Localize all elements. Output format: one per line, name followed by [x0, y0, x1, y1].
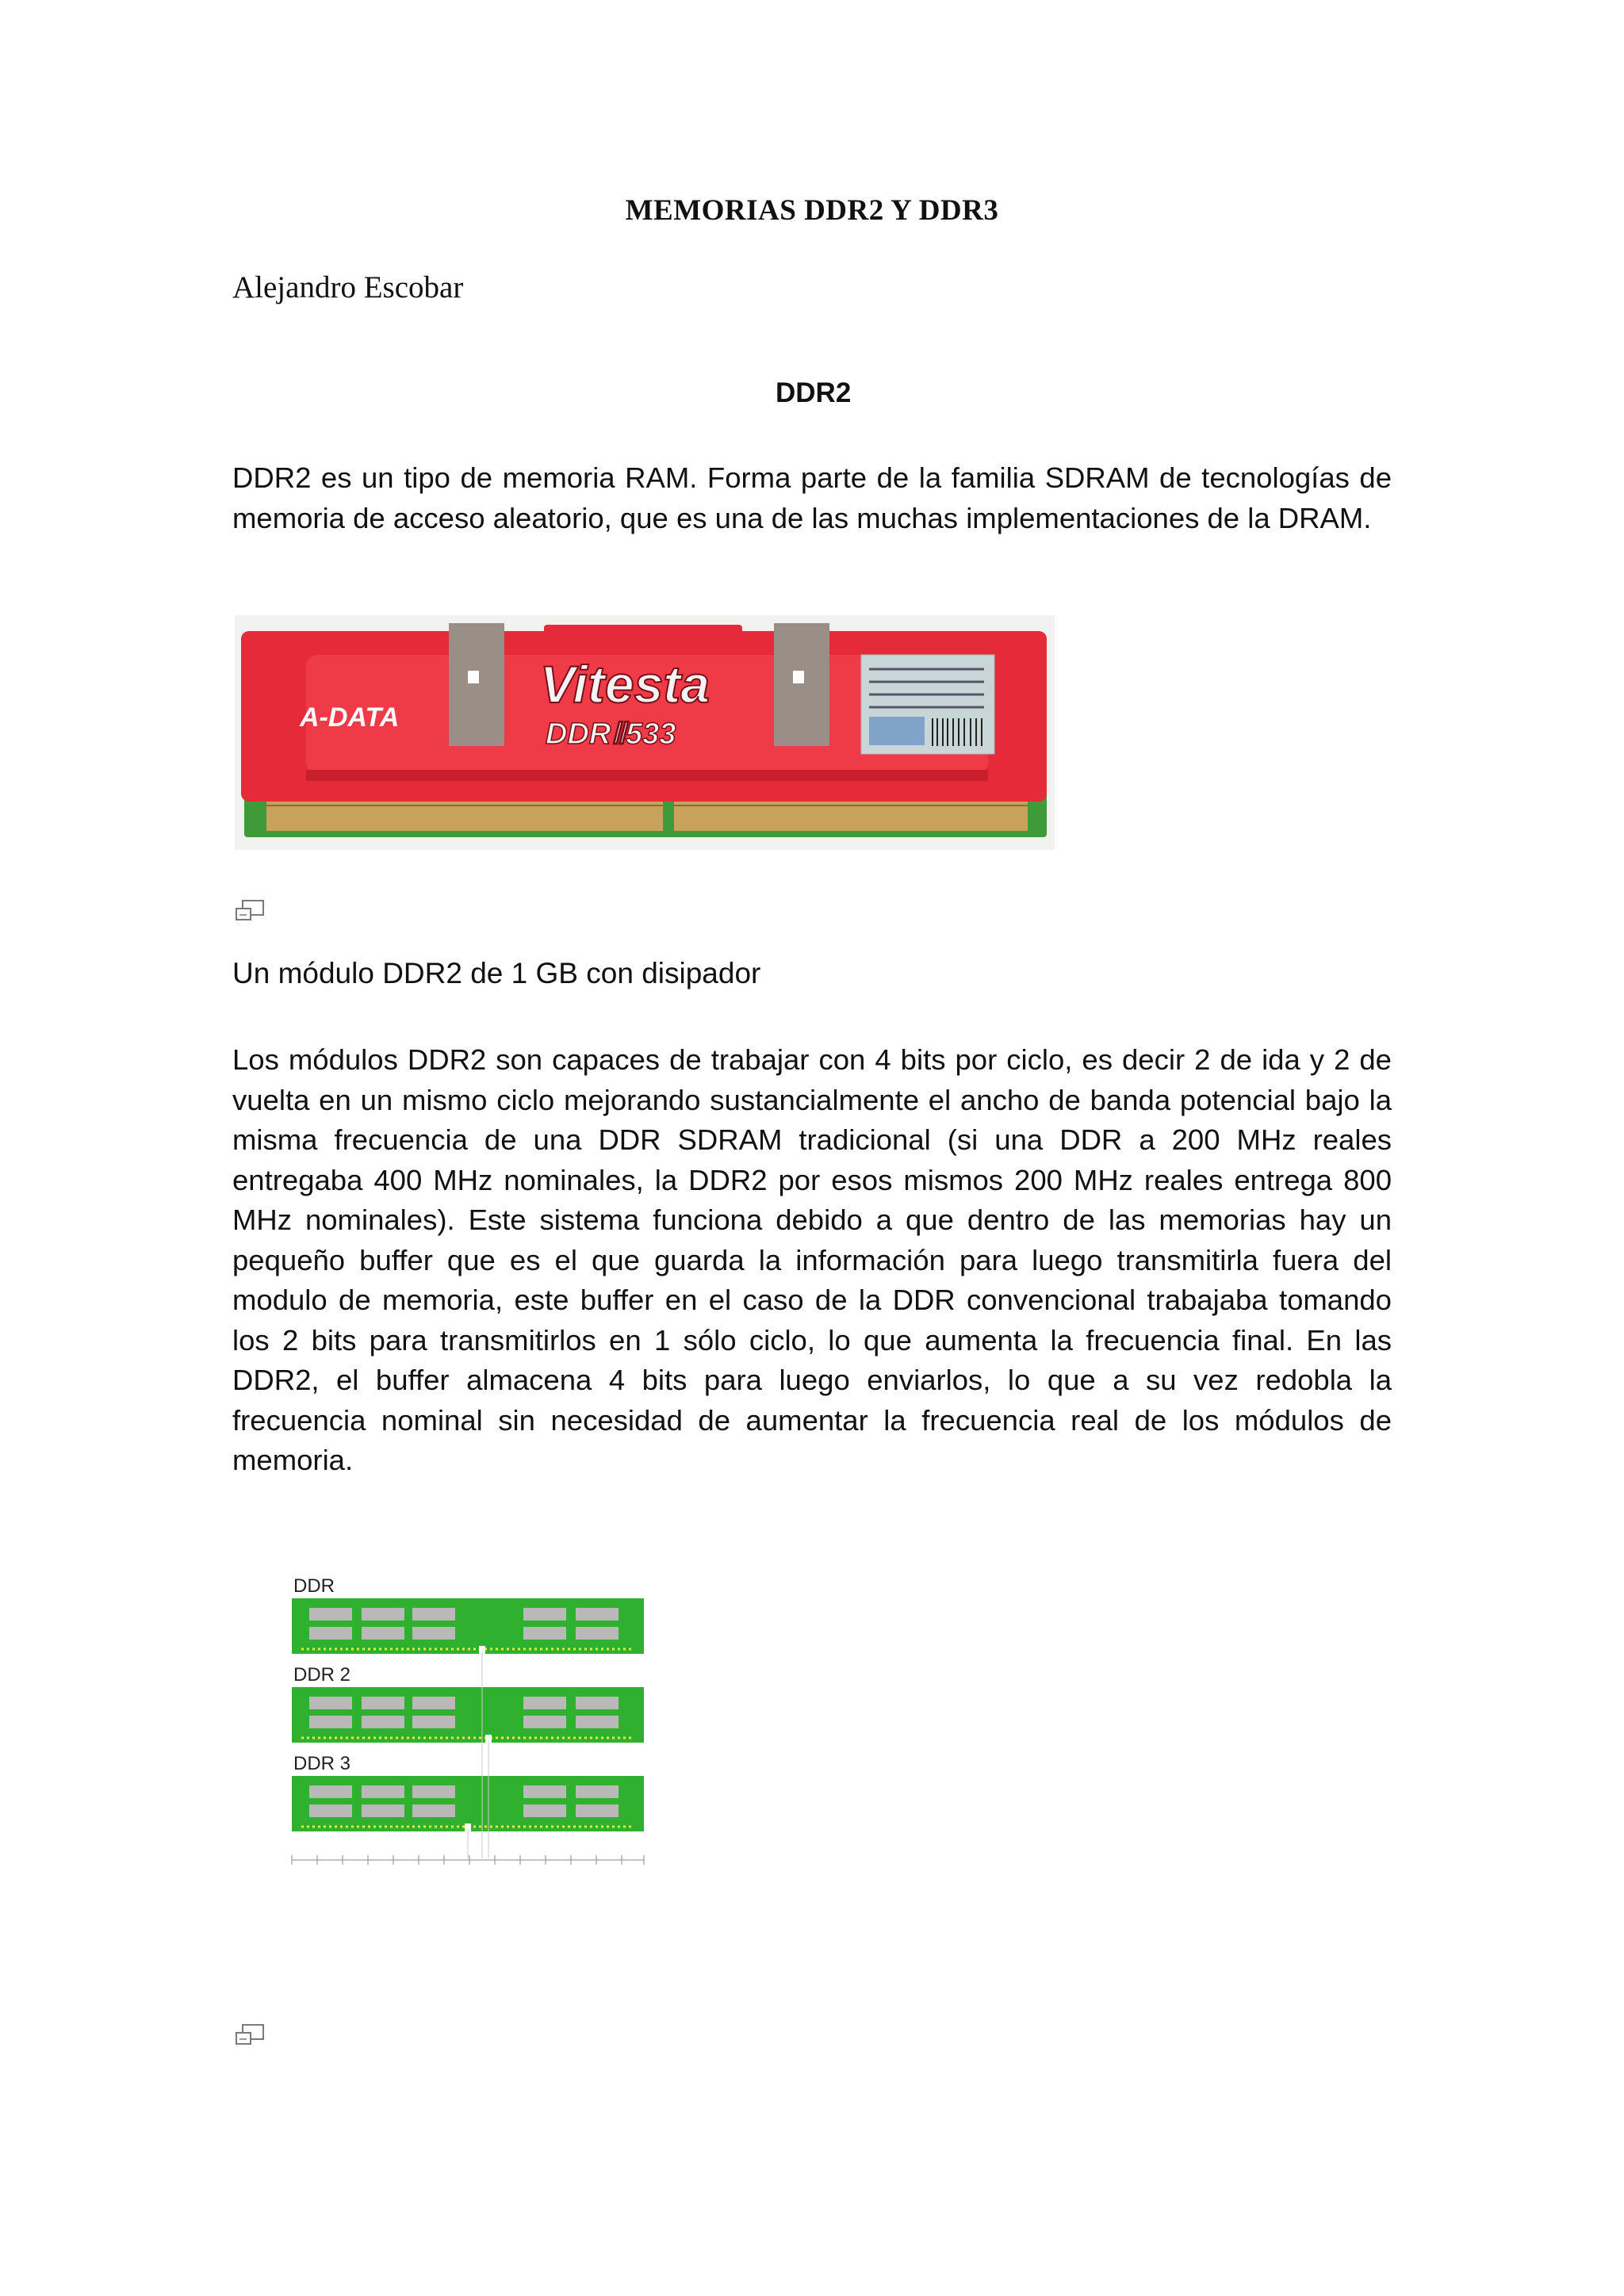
- diagram-label-ddr2: DDR 2: [293, 1664, 351, 1686]
- heatsink-clip: [449, 623, 504, 746]
- diagram-label-ddr3: DDR 3: [293, 1753, 351, 1774]
- document-title: MEMORIAS DDR2 Y DDR3: [625, 194, 999, 227]
- brand-logo: A-DATA: [300, 702, 400, 733]
- broken-image-icon: [235, 899, 265, 923]
- broken-image-icon: [235, 2023, 265, 2047]
- section-heading-ddr2: DDR2: [776, 377, 852, 408]
- diagram-module-ddr2: [292, 1687, 644, 1744]
- ddr-comparison-diagram: [285, 1573, 650, 1879]
- product-name: Vitesta: [540, 655, 710, 714]
- image-caption: Un módulo DDR2 de 1 GB con disipador: [232, 957, 761, 989]
- document-author: Alejandro Escobar: [232, 270, 464, 304]
- diagram-label-ddr: DDR: [293, 1575, 335, 1597]
- ddr2-module-photo: [235, 615, 1055, 850]
- product-model: DDRⅡ533: [546, 718, 676, 751]
- heatsink-clip: [774, 623, 829, 746]
- diagram-module-ddr3: [292, 1776, 644, 1833]
- diagram-module-ddr: [292, 1598, 644, 1655]
- paragraph-intro: DDR2 es un tipo de memoria RAM. Forma parte de la familia SDRAM de tecnologías de memoria de acceso aleatorio, que es una de las muchas implementaciones de la DRAM.: [232, 461, 1392, 534]
- module-pins: [266, 798, 1028, 831]
- paragraph-ddr2-bits: Los módulos DDR2 son capaces de trabajar con 4 bits por ciclo, es decir 2 de ida y 2 de vuelta en un mismo ciclo mejorando sustancialmente el ancho de banda potencial bajo la misma frecuencia de una DDR SDRAM tradicional (si una DDR a 200 MHz reales entregaba 400 MHz nominales, la DDR2 por esos mismos 200 MHz reales entrega 800 MHz nominales). Este sistema funciona debido a que dentro de las memorias hay un pequeño buffer que es el que guarda la información para luego transmitirla fuera del modulo de memoria, este buffer en el caso de la DDR convencional trabajaba tomando los 2 bits para transmitirlos en 1 sólo ciclo, lo que aumenta la frecuencia final. En las DDR2, el buffer almacena 4 bits para luego enviarlos, lo que a su vez redobla la frecuencia nominal sin necesidad de aumentar la frecuencia real de los módulos de memoria.: [232, 1043, 1392, 1476]
